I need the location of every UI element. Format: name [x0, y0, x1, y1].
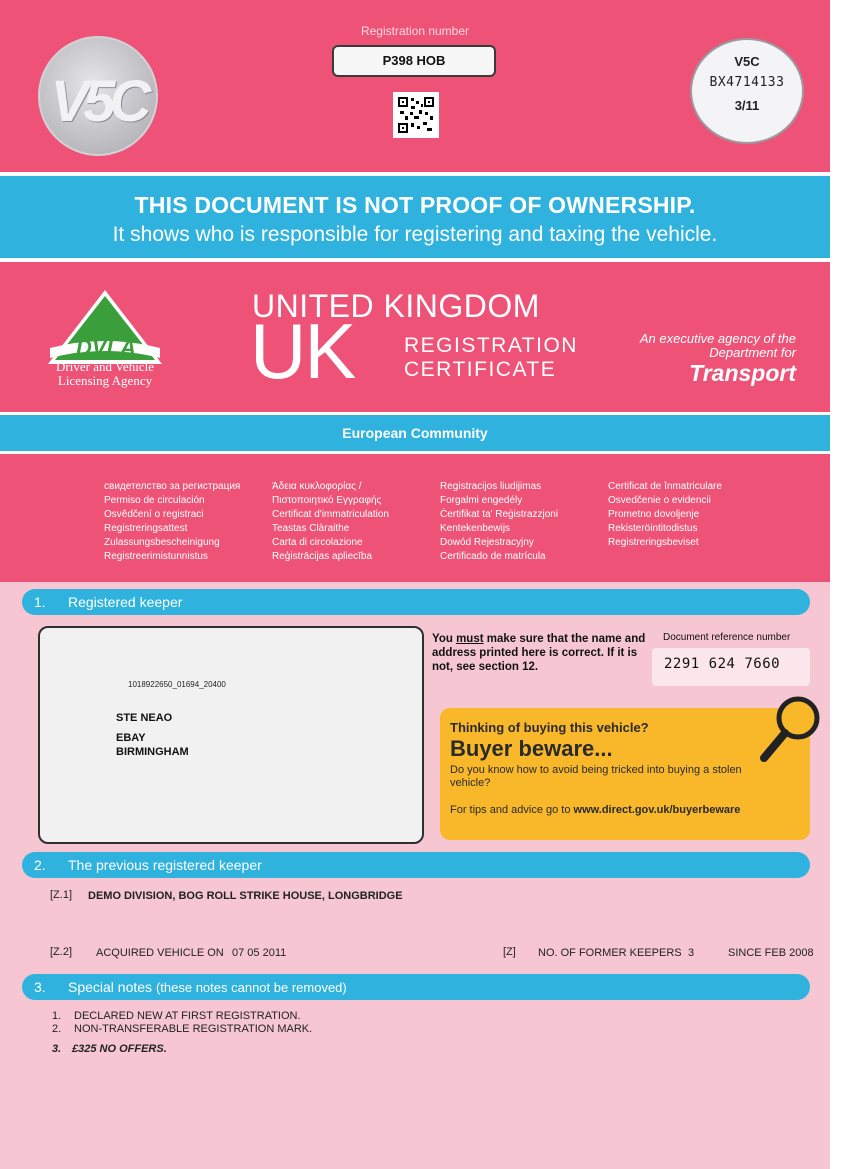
certificate-title [404, 334, 578, 382]
translation-item: Permiso de circulación [104, 495, 205, 506]
since-date: SINCE FEB 2008 [728, 947, 814, 959]
registration-number: P398 HOB [332, 45, 496, 77]
address-check-note [432, 632, 650, 674]
translation-col-2 [272, 480, 389, 564]
address-line-3: BIRMINGHAM [116, 746, 189, 758]
translation-item: Certificat d'immatriculation [272, 509, 389, 520]
translation-item: Άδεια κυκλοφορίας / [272, 481, 362, 492]
country-name: UNITED KINGDOM [252, 288, 540, 324]
z-code: [Z] [503, 946, 516, 958]
translation-item: Osvedčenie o evidencii [608, 495, 711, 506]
european-community-band: European Community [0, 412, 830, 454]
beware-title: Buyer beware... [450, 736, 613, 761]
section1-header [22, 589, 810, 615]
dvla-sub-line1: Driver and Vehicle [56, 359, 154, 374]
beware-tip [450, 804, 740, 816]
former-keepers-count: 3 [688, 947, 695, 959]
v5c-logo [38, 36, 158, 156]
address-line-2: EBAY [116, 732, 146, 744]
translation-item: Osvědčení o registraci [104, 509, 204, 520]
translation-item: Dowód Rejestracyjny [440, 537, 534, 548]
translation-item: Teastas Clàraithe [272, 523, 350, 534]
translation-item: Reģistrācijas apliecība [272, 551, 373, 562]
section2-number: 2. [34, 857, 46, 873]
translation-item: Registreringsbeviset [608, 537, 699, 548]
v5c-logo-text: V5C [50, 69, 146, 134]
note-3-text: £325 NO OFFERS. [72, 1043, 167, 1055]
registration-label: Registration number [360, 24, 470, 38]
dvla-subtitle [40, 360, 170, 388]
translations-band [0, 454, 830, 582]
agency-line2: Department for [709, 345, 796, 360]
beware-question: Thinking of buying this vehicle? [450, 720, 649, 735]
previous-keeper-address: DEMO DIVISION, BOG ROLL STRIKE HOUSE, LONGBRIDGE [88, 890, 403, 902]
acquired-label: ACQUIRED VEHICLE ON [96, 947, 224, 959]
certificate-line1: REGISTRATION [404, 334, 578, 357]
translation-item: Registreringsattest [104, 523, 188, 534]
must-pre: You [432, 633, 457, 645]
agency-line1: An executive agency of the [639, 331, 796, 346]
beware-tip-url: www.direct.gov.uk/buyerbeware [573, 804, 741, 816]
translation-item: Πιστοποιητικό Εγγραφής [272, 495, 382, 506]
must-emphasis: must [456, 633, 484, 645]
magnifier-icon [756, 694, 822, 766]
warning-line1: THIS DOCUMENT IS NOT PROOF OF OWNERSHIP. [134, 192, 696, 218]
must-post: make sure that the name and address printed here is correct. If it is not, see section 12. [432, 633, 646, 673]
ownership-warning [0, 172, 830, 262]
former-keepers-label: NO. OF FORMER KEEPERS [538, 947, 682, 959]
serial-edition: 3/11 [734, 98, 760, 113]
note-2-text: NON-TRANSFERABLE REGISTRATION MARK. [74, 1023, 313, 1035]
address-line-1: STE NEAO [116, 712, 173, 724]
agency-transport: Transport [689, 360, 796, 386]
section2-title: The previous registered keeper [68, 857, 262, 873]
note-1-text: DECLARED NEW AT FIRST REGISTRATION. [74, 1010, 301, 1022]
docref-label: Document reference number [663, 632, 791, 643]
translation-item: Prometno dovoljenje [608, 509, 700, 520]
note-1-number: 1. [52, 1010, 62, 1022]
beware-description: Do you know how to avoid being tricked into buying a stolen vehicle? [450, 764, 742, 789]
section3-number: 3. [34, 979, 46, 995]
acquired-date: 07 05 2011 [232, 947, 287, 959]
translation-item: свидетелство за регистрация [104, 481, 241, 492]
warning-line2: It shows who is responsible for registering and taxing the vehicle. [112, 223, 718, 246]
translation-item: Registracijos liudijimas [440, 481, 542, 492]
note-2-number: 2. [52, 1023, 62, 1035]
translation-item: Carta di circolazione [272, 537, 363, 548]
keeper-address-box [38, 626, 424, 844]
buyer-beware-panel [440, 708, 810, 840]
translation-col-4 [608, 480, 722, 550]
qr-code-icon [393, 92, 439, 138]
barcode-number: 1018922650_01694_20400 [128, 680, 226, 689]
translation-item: Ċertifikat ta' Reġistrazzjoni [440, 509, 559, 520]
z1-code: [Z.1] [50, 889, 73, 901]
dvla-sub-line2: Licensing Agency [57, 373, 153, 388]
serial-seal [690, 38, 804, 144]
translation-col-3 [440, 480, 558, 564]
serial-form: V5C [734, 54, 760, 69]
certificate-line2: CERTIFICATE [404, 358, 557, 381]
section3-title: Special notes [68, 979, 153, 995]
translation-item: Certificado de matrícula [440, 551, 546, 562]
note-3-number: 3. [52, 1043, 62, 1055]
beware-tip-pre: For tips and advice go to [450, 804, 574, 816]
translation-item: Zulassungsbescheinigung [104, 537, 220, 548]
serial-number: BX4714133 [709, 75, 785, 90]
dvla-mark: DVLA [76, 335, 136, 360]
section2-header [22, 852, 810, 878]
translation-col-1 [104, 480, 240, 564]
title-band [0, 262, 830, 412]
docref-value: 2291 624 7660 [652, 648, 810, 686]
section3-subtitle: (these notes cannot be removed) [155, 980, 347, 995]
translation-item: Kentekenbewijs [440, 523, 511, 534]
section3-header [22, 974, 810, 1000]
translation-item: Certificat de înmatriculare [608, 481, 722, 492]
section1-title: Registered keeper [68, 594, 183, 610]
translation-item: Registreerimistunnistus [104, 551, 208, 562]
section1-number: 1. [34, 594, 46, 610]
uk-mark: UK [250, 307, 355, 395]
translation-item: Rekisteröintitodistus [608, 523, 698, 534]
translation-item: Forgalmi engedély [440, 495, 523, 506]
z2-code: [Z.2] [50, 946, 73, 958]
dft-agency [606, 332, 796, 386]
header-band [0, 0, 830, 172]
